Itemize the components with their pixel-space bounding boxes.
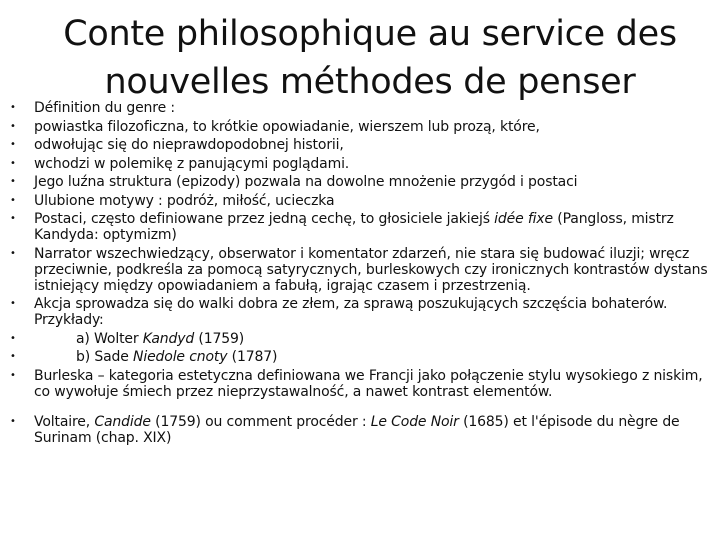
bullet-text-pre: a) Wolter — [76, 330, 143, 347]
bullet-icon: • — [10, 298, 16, 309]
list-item — [0, 119, 720, 135]
bullet-text: Narrator wszechwiedzący, obserwator i komentator zdarzeń, nie stara się budować iluzji; wręcz przeciwnie, podkreśla za pomocą satyrycznych, burleskowych czy ironicznych kontrastów dystans istniejący między opowiadaniem a fabułą, igrając czasem i przestrzenią. — [34, 245, 708, 294]
bullet-text: Ulubione motywy : podróż, miłość, ucieczka — [34, 192, 335, 209]
bullet-icon: • — [10, 157, 16, 169]
bullet-text: Définition du genre : — [34, 100, 175, 116]
bullet-text-pre: Voltaire, — [34, 413, 95, 430]
list-item — [0, 368, 720, 400]
bullet-icon: • — [10, 332, 16, 344]
bullet-icon: • — [10, 415, 16, 427]
list-item — [0, 156, 720, 172]
bullet-icon: • — [10, 102, 16, 113]
list-item — [0, 100, 720, 116]
bullet-text-italic: Candide — [94, 413, 151, 430]
bullet-icon: • — [10, 139, 16, 150]
bullet-text: Burleska – kategoria estetyczna definiowana we Francji jako połączenie stylu wysokiego z niskim, co wywołuje śmiech przez nieprzystawalność, a nawet kontrast elementów. — [34, 367, 703, 400]
bullet-icon: • — [10, 369, 16, 381]
bullet-text-post: (1787) — [227, 349, 278, 365]
list-item — [0, 349, 720, 365]
bullet-text-mid: (1759) ou comment procéder : — [150, 413, 371, 430]
list-item — [0, 137, 720, 153]
bullet-icon: • — [10, 213, 16, 224]
bullet-text-post: (1685) et l'épisode du nègre de Surinam (chap. XIX) — [34, 413, 680, 446]
list-item — [0, 211, 720, 243]
bullet-icon: • — [10, 194, 16, 206]
bullet-text-italic: Niedole cnoty — [133, 349, 228, 365]
bullet-text-italic: idée fixe — [494, 211, 553, 227]
bullet-text-italic-2: Le Code Noir — [370, 413, 459, 430]
list-item — [0, 174, 720, 190]
bullet-icon: • — [10, 176, 16, 187]
list-item — [0, 331, 720, 347]
bullet-text-pre: Postaci, często definiowane przez jedną cechę, to głosiciele jakiejś — [34, 211, 495, 227]
bullet-text: Jego luźna struktura (epizody) pozwala na dowolne mnożenie przygód i postaci — [34, 174, 578, 190]
bullet-text-italic: Kandyd — [142, 330, 195, 347]
bullet-list — [0, 100, 720, 448]
list-item — [0, 193, 720, 209]
slide-title: Conte philosophique au service des nouvelles méthodes de penser — [63, 14, 677, 102]
bullet-icon: • — [10, 351, 16, 362]
bullet-text: powiastka filozoficzna, to krótkie opowiadanie, wierszem lub prozą, które, — [34, 118, 540, 135]
bullet-icon: • — [10, 247, 16, 259]
bullet-text: Akcja sprowadza się do walki dobra ze złem, za sprawą poszukujących szczęścia bohaterów. Przykłady: — [34, 296, 668, 328]
list-item — [0, 414, 720, 446]
bullet-text-post: (1759) — [194, 330, 245, 347]
bullet-icon: • — [10, 120, 16, 132]
bullet-text: odwołując się do nieprawdopodobnej historii, — [34, 137, 344, 153]
bullet-text-pre: b) Sade — [76, 349, 134, 365]
bullet-text: wchodzi w polemikę z panującymi poglądami. — [34, 155, 350, 172]
list-item — [0, 246, 720, 294]
bullet-text-post: (Pangloss, mistrz Kandyda: optymizm) — [34, 211, 674, 243]
list-item — [0, 296, 720, 328]
